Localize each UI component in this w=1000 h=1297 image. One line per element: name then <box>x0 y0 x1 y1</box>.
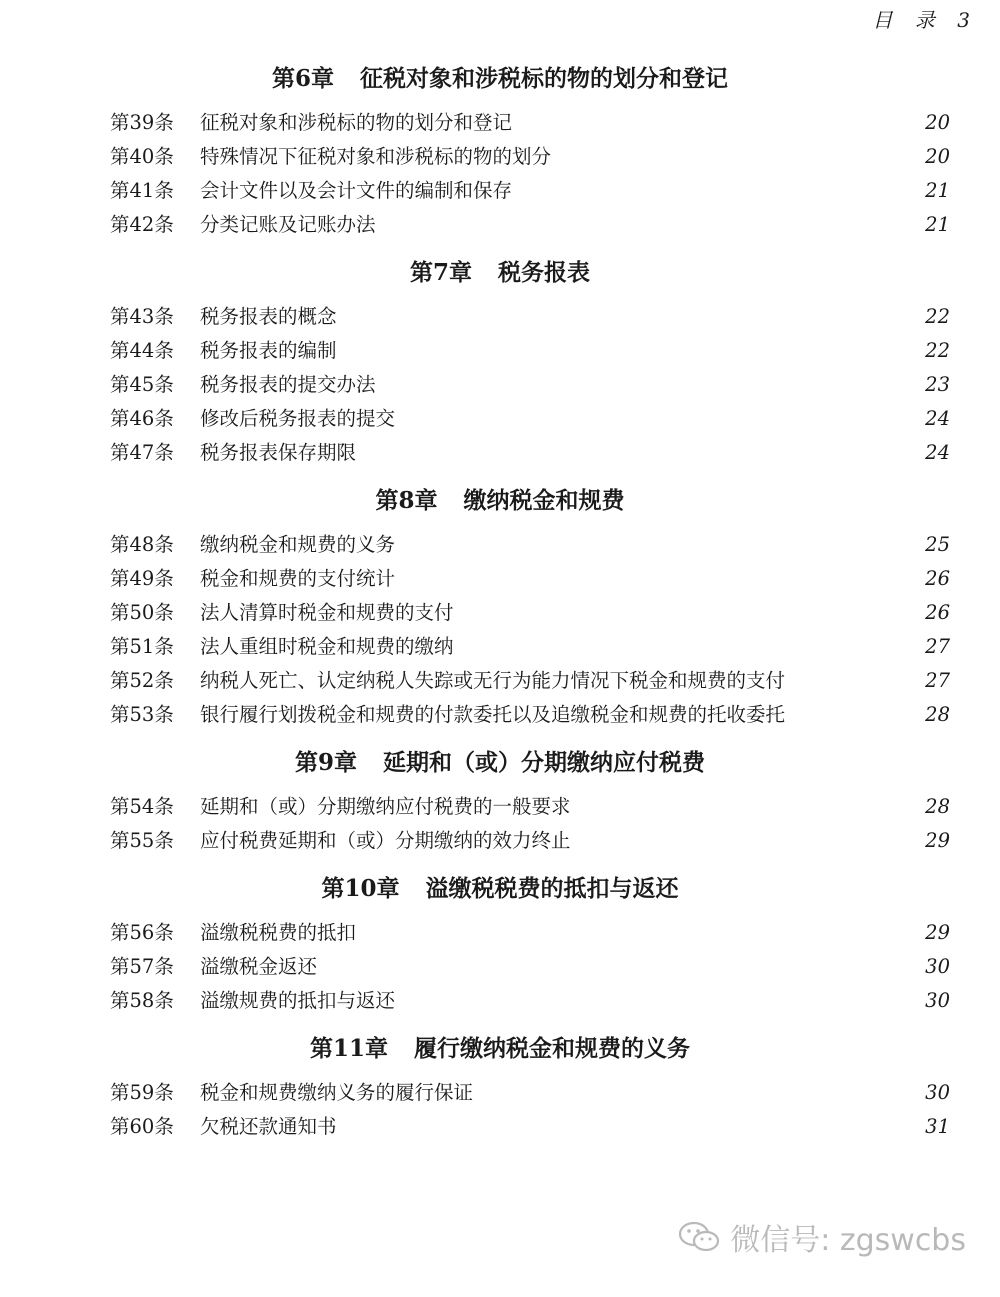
article-title: 税金和规费缴纳义务的履行保证 <box>200 1081 474 1104</box>
chapter-spacer <box>0 292 1000 300</box>
page-number: 28 <box>925 703 950 726</box>
chapter-heading <box>0 60 1000 98</box>
article-number: 第60条 <box>110 1115 174 1138</box>
chapter-title: 缴纳税金和规费 <box>463 487 625 514</box>
page-number: 21 <box>925 213 950 236</box>
article-number: 第39条 <box>110 111 174 134</box>
article-title: 溢缴规费的抵扣与返还 <box>200 989 396 1012</box>
page-number: 25 <box>925 533 950 556</box>
chapter-spacer <box>0 1068 1000 1076</box>
article-title: 税务报表保存期限 <box>200 441 357 464</box>
section-spacer <box>0 732 1000 744</box>
page-number: 24 <box>925 441 950 464</box>
article-title: 欠税还款通知书 <box>200 1115 337 1138</box>
toc-entry <box>0 916 1000 950</box>
article-number: 第46条 <box>110 407 174 430</box>
table-of-contents <box>0 60 1000 1144</box>
chapter-spacer <box>0 782 1000 790</box>
wechat-icon <box>678 1220 720 1254</box>
article-number: 第54条 <box>110 795 174 818</box>
page-number: 27 <box>925 635 950 658</box>
article-number: 第43条 <box>110 305 174 328</box>
article-number: 第52条 <box>110 669 174 692</box>
article-number: 第50条 <box>110 601 174 624</box>
section-spacer <box>0 858 1000 870</box>
article-number: 第49条 <box>110 567 174 590</box>
toc-entry <box>0 984 1000 1018</box>
page-number: 29 <box>925 829 950 852</box>
chapter-number: 第8章 <box>375 487 438 514</box>
page-number: 23 <box>925 373 950 396</box>
page-number: 26 <box>925 567 950 590</box>
article-number: 第56条 <box>110 921 174 944</box>
chapter-number: 第7章 <box>409 259 472 286</box>
article-title: 税务报表的提交办法 <box>200 373 376 396</box>
chapter-title: 延期和（或）分期缴纳应付税费 <box>383 749 705 776</box>
article-number: 第42条 <box>110 213 174 236</box>
article-title: 会计文件以及会计文件的编制和保存 <box>200 179 513 202</box>
section-spacer <box>0 242 1000 254</box>
chapter-title: 税务报表 <box>498 259 590 286</box>
page-number: 24 <box>925 407 950 430</box>
page-number: 26 <box>925 601 950 624</box>
page-number: 30 <box>925 1081 950 1104</box>
article-title: 缴纳税金和规费的义务 <box>200 533 396 556</box>
article-number: 第58条 <box>110 989 174 1012</box>
article-title: 应付税费延期和（或）分期缴纳的效力终止 <box>200 829 571 852</box>
article-title: 延期和（或）分期缴纳应付税费的一般要求 <box>200 795 571 818</box>
section-spacer <box>0 470 1000 482</box>
article-number: 第41条 <box>110 179 174 202</box>
article-number: 第59条 <box>110 1081 174 1104</box>
toc-entry <box>0 1076 1000 1110</box>
page-number: 22 <box>925 305 950 328</box>
chapter-heading <box>0 482 1000 520</box>
toc-entry <box>0 1110 1000 1144</box>
chapter-title: 溢缴税税费的抵扣与返还 <box>425 875 679 902</box>
chapter-title: 征税对象和涉税标的物的划分和登记 <box>360 65 728 92</box>
page-number: 20 <box>925 145 950 168</box>
page-number: 30 <box>925 955 950 978</box>
page-header: 目 录 3 <box>872 8 978 32</box>
toc-entry <box>0 106 1000 140</box>
toc-entry <box>0 698 1000 732</box>
article-title: 法人重组时税金和规费的缴纳 <box>200 635 454 658</box>
section-spacer <box>0 1018 1000 1030</box>
toc-entry <box>0 664 1000 698</box>
chapter-spacer <box>0 520 1000 528</box>
toc-entry <box>0 300 1000 334</box>
article-title: 税金和规费的支付统计 <box>200 567 396 590</box>
page-number: 21 <box>925 179 950 202</box>
wechat-watermark <box>678 1215 966 1259</box>
page-number: 28 <box>925 795 950 818</box>
chapter-heading <box>0 1030 1000 1068</box>
chapter-heading <box>0 870 1000 908</box>
toc-entry <box>0 950 1000 984</box>
page-number: 22 <box>925 339 950 362</box>
toc-entry <box>0 562 1000 596</box>
chapter-number: 第6章 <box>271 65 334 92</box>
article-title: 征税对象和涉税标的物的划分和登记 <box>200 111 513 134</box>
article-title: 银行履行划拨税金和规费的付款委托以及追缴税金和规费的托收委托 <box>200 703 786 726</box>
chapter-spacer <box>0 908 1000 916</box>
chapter-heading <box>0 254 1000 292</box>
article-title: 分类记账及记账办法 <box>200 213 376 236</box>
chapter-number: 第9章 <box>294 749 357 776</box>
toc-entry <box>0 528 1000 562</box>
article-number: 第51条 <box>110 635 174 658</box>
toc-entry <box>0 208 1000 242</box>
page-number: 27 <box>925 669 950 692</box>
article-title: 纳税人死亡、认定纳税人失踪或无行为能力情况下税金和规费的支付 <box>200 669 786 692</box>
toc-entry <box>0 402 1000 436</box>
article-number: 第53条 <box>110 703 174 726</box>
toc-entry <box>0 334 1000 368</box>
page-number: 31 <box>925 1115 950 1138</box>
toc-entry <box>0 140 1000 174</box>
article-title: 法人清算时税金和规费的支付 <box>200 601 454 624</box>
page-number: 30 <box>925 989 950 1012</box>
toc-entry <box>0 790 1000 824</box>
article-number: 第48条 <box>110 533 174 556</box>
toc-entry <box>0 368 1000 402</box>
article-title: 溢缴税税费的抵扣 <box>200 921 357 944</box>
article-number: 第57条 <box>110 955 174 978</box>
page-number: 20 <box>925 111 950 134</box>
article-title: 溢缴税金返还 <box>200 955 318 978</box>
toc-entry <box>0 630 1000 664</box>
article-title: 修改后税务报表的提交 <box>200 407 396 430</box>
article-number: 第47条 <box>110 441 174 464</box>
toc-entry <box>0 824 1000 858</box>
article-title: 税务报表的概念 <box>200 305 337 328</box>
chapter-spacer <box>0 98 1000 106</box>
toc-entry <box>0 436 1000 470</box>
article-title: 特殊情况下征税对象和涉税标的物的划分 <box>200 145 552 168</box>
article-title: 税务报表的编制 <box>200 339 337 362</box>
chapter-number: 第10章 <box>321 875 400 902</box>
article-number: 第45条 <box>110 373 174 396</box>
chapter-number: 第11章 <box>309 1035 388 1062</box>
watermark-text: 微信号: zgswcbs <box>730 1223 966 1258</box>
article-number: 第44条 <box>110 339 174 362</box>
toc-entry <box>0 174 1000 208</box>
page-number: 29 <box>925 921 950 944</box>
chapter-heading <box>0 744 1000 782</box>
article-number: 第55条 <box>110 829 174 852</box>
toc-entry <box>0 596 1000 630</box>
article-number: 第40条 <box>110 145 174 168</box>
chapter-title: 履行缴纳税金和规费的义务 <box>414 1035 690 1062</box>
